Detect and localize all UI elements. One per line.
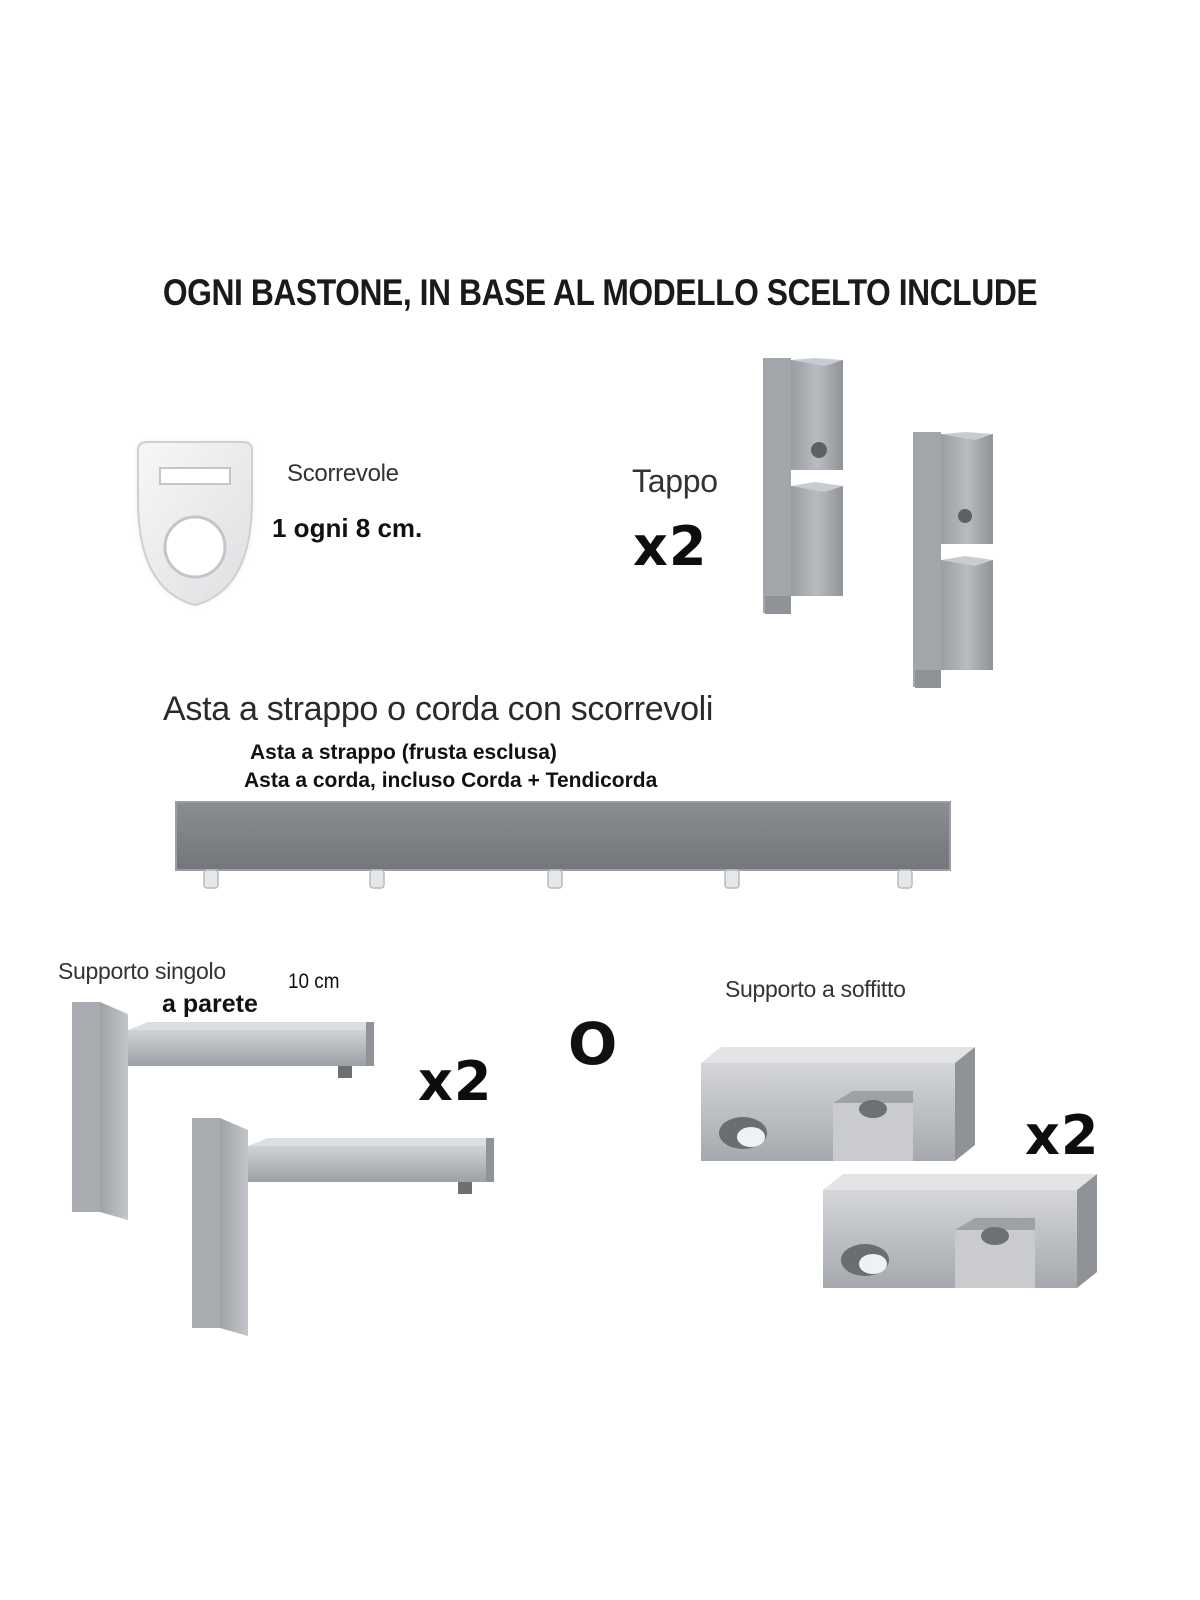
rail-line-1: Asta a strappo (frusta esclusa) xyxy=(250,741,557,764)
end-cap-label: Tappo xyxy=(632,463,718,499)
wall-bracket-icon xyxy=(190,1116,510,1336)
runner-label: Scorrevole xyxy=(287,460,399,487)
rail-heading: Asta a strappo o corda con scorrevoli xyxy=(163,690,714,728)
end-cap-icon xyxy=(905,432,1015,692)
ceiling-bracket-icon xyxy=(815,1172,1105,1297)
page-title: OGNI BASTONE, IN BASE AL MODELLO SCELTO INCLUDE xyxy=(162,272,1038,313)
wall-bracket-label: Supporto singolo xyxy=(58,958,226,984)
wall-bracket-sublabel: a parete xyxy=(162,990,258,1018)
end-cap-icon xyxy=(755,358,865,618)
or-separator: O xyxy=(568,1010,618,1078)
end-cap-qty: x2 xyxy=(633,515,708,578)
ceiling-bracket-icon xyxy=(693,1045,983,1170)
rail-icon xyxy=(170,800,960,900)
rail-line-2: Asta a corda, incluso Corda + Tendicorda xyxy=(244,769,658,792)
wall-bracket-size: 10 cm xyxy=(288,970,340,993)
wall-bracket-qty: x2 xyxy=(418,1050,493,1113)
ceiling-bracket-label: Supporto a soffitto xyxy=(725,976,906,1002)
ceiling-bracket-qty: x2 xyxy=(1025,1104,1100,1167)
runner-icon xyxy=(130,440,260,610)
runner-note: 1 ogni 8 cm. xyxy=(272,513,423,543)
